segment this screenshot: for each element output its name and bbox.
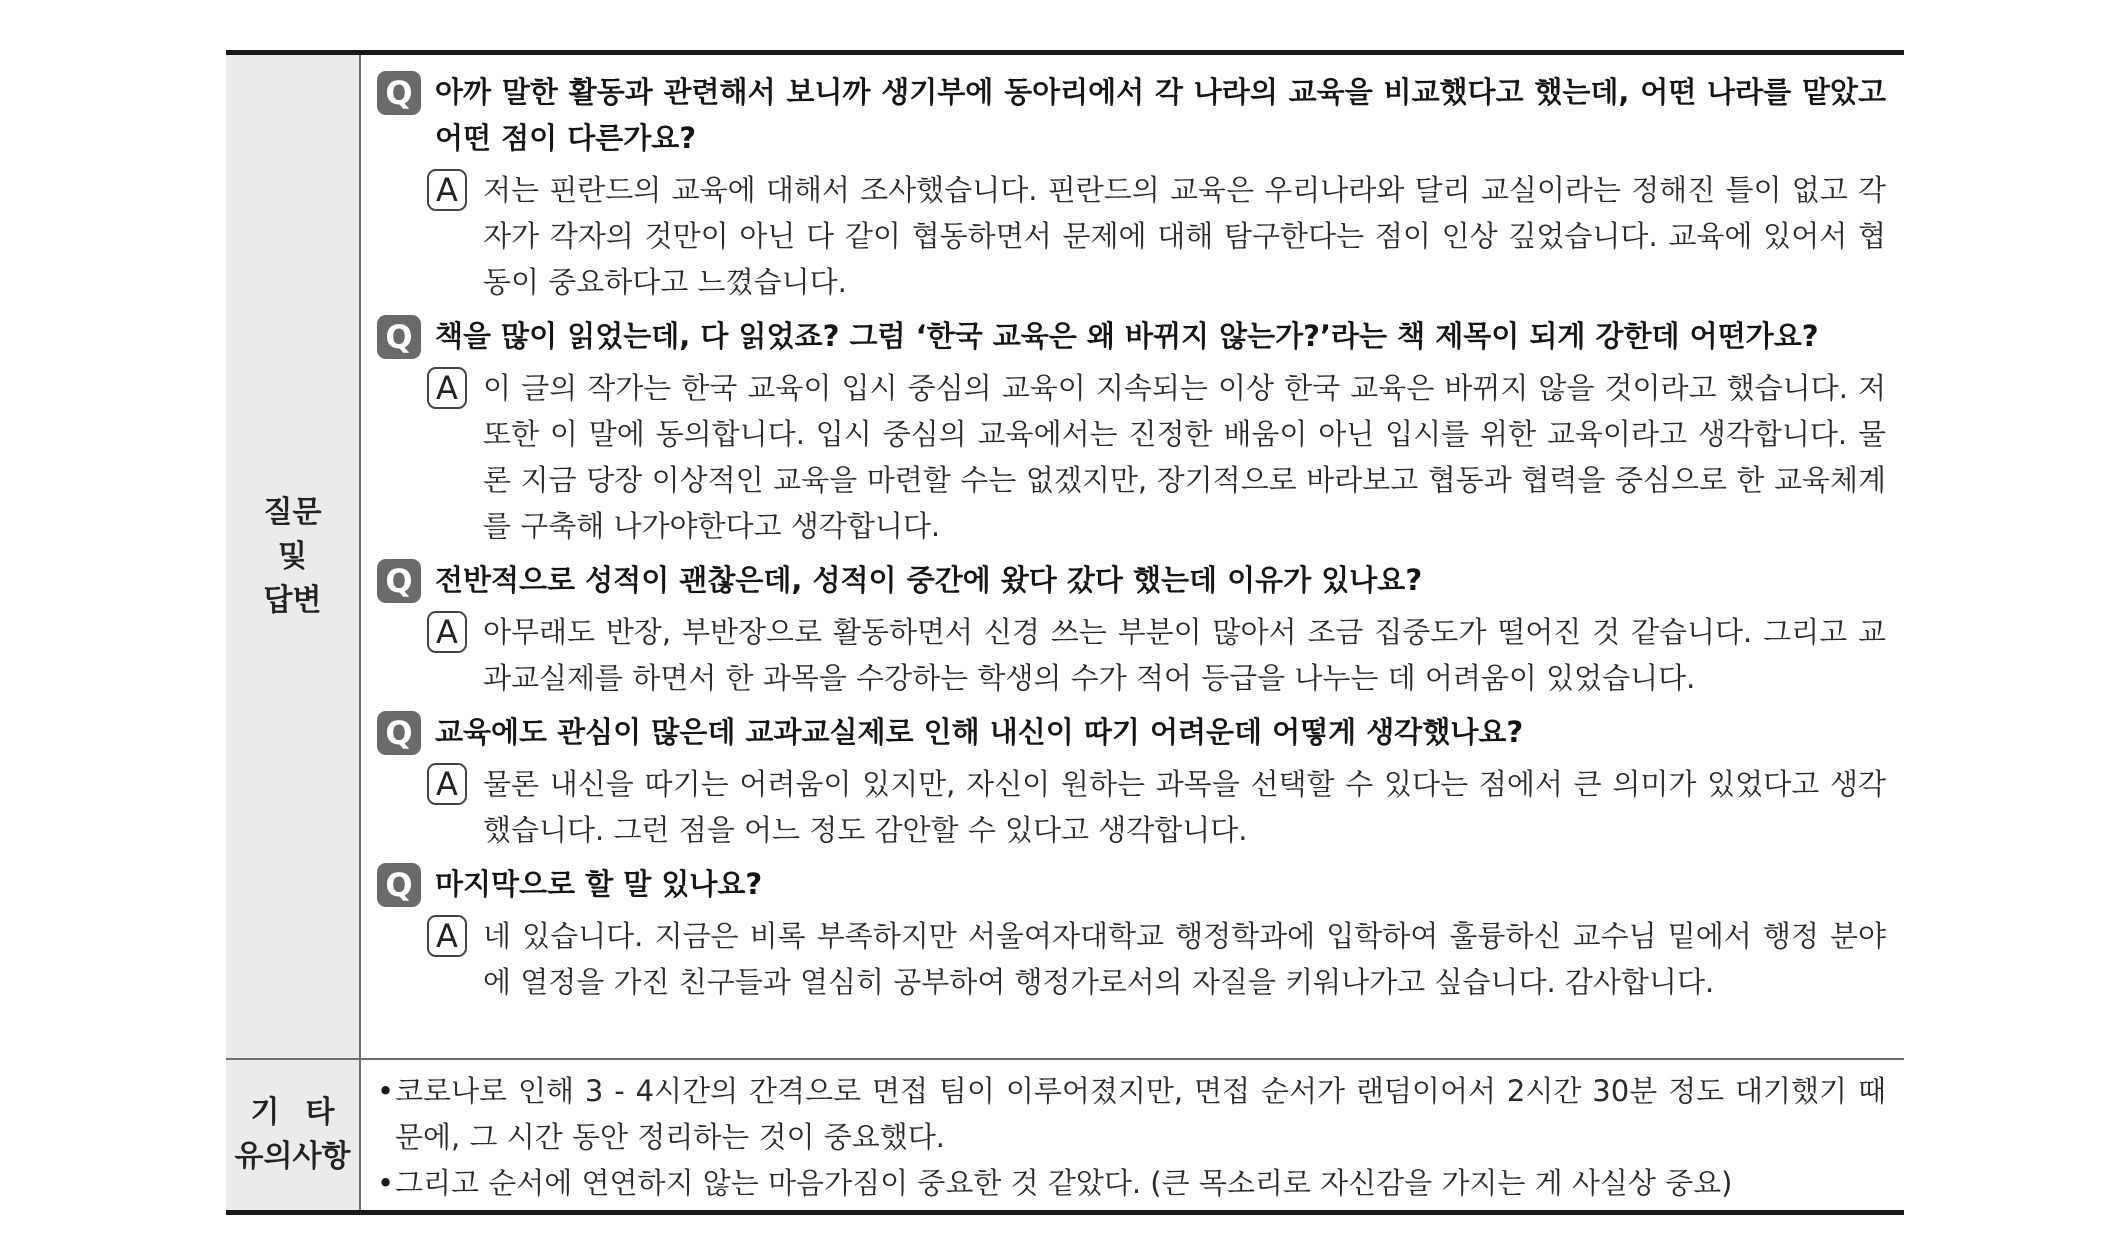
answer-icon: A: [427, 367, 467, 409]
qa-label-cell: [226, 55, 361, 1058]
answer-item: [427, 913, 1886, 1005]
answer-item: [427, 761, 1886, 853]
qa-label-line: 답변: [263, 582, 322, 618]
answer-icon: A: [427, 915, 467, 957]
answer-icon: A: [427, 169, 467, 211]
etc-label-char: 기: [250, 1095, 280, 1130]
answer-text: 아무래도 반장, 부반장으로 활동하면서 신경 쓰는 부분이 많아서 조금 집중도가 떨어진 것 같습니다. 그리고 교과교실제를 하면서 한 과목을 수강하는 학생의 수가 적어 등급을 나누는 데 어려움이 있었습니다.: [483, 615, 1886, 695]
question-item: [377, 709, 1886, 755]
qa-label-line: 및: [278, 538, 307, 574]
answer-text: 물론 내신을 따기는 어려움이 있지만, 자신이 원하는 과목을 선택할 수 있다는 점에서 큰 의미가 있었다고 생각했습니다. 그런 점을 어느 정도 감안할 수 있다고 생각합니다.: [483, 767, 1886, 847]
answer-text: 네 있습니다. 지금은 비록 부족하지만 서울여자대학교 행정학과에 입학하여 훌륭하신 교수님 밑에서 행정 분야에 열정을 가진 친구들과 열심히 공부하여 행정가로서의 자질을 키워나가고 싶습니다. 감사합니다.: [483, 919, 1886, 999]
etc-label: [235, 1091, 351, 1179]
question-item: [377, 557, 1886, 603]
etc-label-char: 타: [305, 1095, 335, 1130]
etc-label-line: 유의사항: [234, 1139, 351, 1174]
answer-icon: A: [427, 611, 467, 653]
question-icon: Q: [377, 559, 421, 603]
bullet: •: [377, 1166, 395, 1200]
question-icon: Q: [377, 711, 421, 755]
etc-row: [226, 1060, 1904, 1210]
question-icon: Q: [377, 863, 421, 907]
answer-text: 이 글의 작가는 한국 교육이 입시 중심의 교육이 지속되는 이상 한국 교육은 바뀌지 않을 것이라고 했습니다. 저 또한 이 말에 동의합니다. 입시 중심의 교육에서는 진정한 배움이 아닌 입시를 위한 교육이라고 생각합니다. 물론 지금 당장 이상적인 교육을 마련할 수는 없겠지만, 장기적으로 바라보고 협동과 협력을 중심으로 한 교육체계를 구축해 나가야한다고 생각합니다.: [483, 371, 1886, 543]
question-item: [377, 69, 1886, 161]
question-text: 아까 말한 활동과 관련해서 보니까 생기부에 동아리에서 각 나라의 교육을 비교했다고 했는데, 어떤 나라를 맡았고 어떤 점이 다른가요?: [435, 75, 1886, 155]
question-item: [377, 861, 1886, 907]
qa-label-line: 질문: [263, 494, 322, 530]
etc-note-item: [377, 1068, 1886, 1160]
etc-label-line: [250, 1091, 334, 1135]
answer-item: [427, 609, 1886, 701]
qa-content: [361, 55, 1904, 1058]
answer-item: [427, 167, 1886, 305]
etc-note-text: 그리고 순서에 연연하지 않는 마음가짐이 중요한 것 같았다. (큰 목소리로 자신감을 가지는 게 사실상 중요): [395, 1166, 1733, 1200]
question-text: 전반적으로 성적이 괜찮은데, 성적이 중간에 왔다 갔다 했는데 이유가 있나요?: [435, 563, 1423, 597]
answer-text: 저는 핀란드의 교육에 대해서 조사했습니다. 핀란드의 교육은 우리나라와 달리 교실이라는 정해진 틀이 없고 각자가 각자의 것만이 아닌 다 같이 협동하면서 문제에 대해 탐구한다는 점이 인상 깊었습니다. 교육에 있어서 협동이 중요하다고 느꼈습니다.: [483, 173, 1887, 299]
question-icon: Q: [377, 71, 421, 115]
bullet: •: [377, 1074, 395, 1108]
question-text: 책을 많이 읽었는데, 다 읽었죠? 그럼 ‘한국 교육은 왜 바뀌지 않는가?’라는 책 제목이 되게 강한데 어떤가요?: [435, 319, 1819, 353]
etc-note-item: [377, 1160, 1886, 1206]
question-item: [377, 313, 1886, 359]
etc-label-cell: [226, 1060, 361, 1210]
question-text: 교육에도 관심이 많은데 교과교실제로 인해 내신이 따기 어려운데 어떻게 생각했나요?: [435, 715, 1524, 749]
answer-item: [427, 365, 1886, 549]
etc-content: [361, 1060, 1904, 1210]
qa-label: [264, 491, 322, 623]
interview-record-table: [226, 50, 1904, 1215]
qa-row: [226, 55, 1904, 1060]
answer-icon: A: [427, 763, 467, 805]
question-text: 마지막으로 할 말 있나요?: [435, 867, 763, 901]
etc-note-text: 코로나로 인해 3 - 4시간의 간격으로 면접 팀이 이루어졌지만, 면접 순서가 랜덤이어서 2시간 30분 정도 대기했기 때문에, 그 시간 동안 정리하는 것이 중요했다.: [395, 1074, 1886, 1154]
question-icon: Q: [377, 315, 421, 359]
